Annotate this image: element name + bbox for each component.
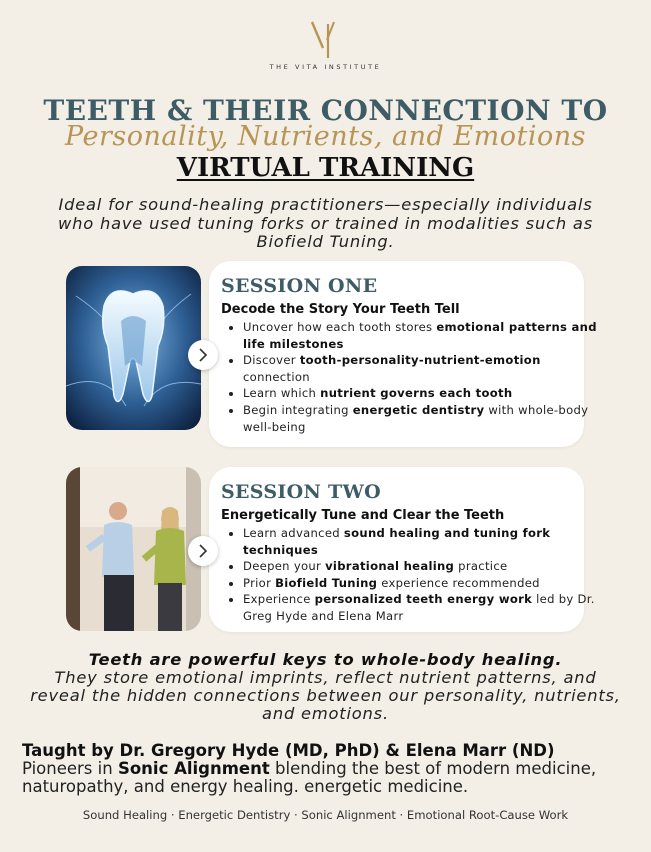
instructors xyxy=(22,742,632,796)
instructors-text-pre: Pioneers in xyxy=(22,759,118,778)
presenters-photo xyxy=(66,467,201,631)
list-item: • Learn which nutrient governs each tooth xyxy=(243,385,598,402)
logo xyxy=(0,18,651,71)
chevron-right-icon xyxy=(197,348,209,362)
session-label: SESSION ONE xyxy=(221,275,378,297)
next-arrow-button[interactable] xyxy=(188,536,218,566)
session-subtitle: Energetically Tune and Clear the Teeth xyxy=(221,508,505,523)
session-label: SESSION TWO xyxy=(221,481,381,503)
session-subtitle: Decode the Story Your Teeth Tell xyxy=(221,302,460,317)
session-one xyxy=(66,261,597,447)
session-bullets xyxy=(221,319,598,435)
list-item: • Uncover how each tooth stores emotional patterns and life milestones xyxy=(243,319,598,352)
tagline xyxy=(30,651,621,723)
session-two-card xyxy=(209,467,595,632)
list-item: • Experience personalized teeth energy work led by Dr. Greg Hyde and Elena Marr xyxy=(243,591,598,624)
instructors-highlight: Sonic Alignment xyxy=(117,759,270,778)
list-item: • Begin integrating energetic dentistry with whole-body well-being xyxy=(243,402,598,435)
session-bullets xyxy=(221,525,598,625)
session-two xyxy=(66,467,595,632)
instructors-heading: Taught by Dr. Gregory Hyde (MD, PhD) & Elena Marr (ND) xyxy=(22,741,555,760)
brand-name: THE VITA INSTITUTE xyxy=(269,63,382,71)
list-item: • Prior Biofield Tuning experience recommended xyxy=(243,575,598,592)
tooth-illustration xyxy=(66,266,201,430)
title-line-1: TEETH & THEIR CONNECTION TO xyxy=(43,94,608,127)
tagline-lead: Teeth are powerful keys to whole-body healing. xyxy=(88,650,563,669)
intro-text: Ideal for sound-healing practitioners—especially individuals who have used tuning forks or trained in modalities such as Biofield Tuning. xyxy=(57,195,593,251)
next-arrow-button[interactable] xyxy=(188,340,218,370)
presenters-illustration xyxy=(66,467,201,631)
tagline-body: They store emotional imprints, reflect nutrient patterns, and reveal the hidden connections between our personality, nutrients, and emotions. xyxy=(30,668,621,723)
list-item: • Learn advanced sound healing and tuning fork techniques xyxy=(243,525,598,558)
list-item: • Discover tooth-personality-nutrient-emotion connection xyxy=(243,352,598,385)
chevron-right-icon xyxy=(197,544,209,558)
instructors-text-post: blending the best of modern medicine, naturopathy, and energy healing. energetic medicine. xyxy=(22,759,597,796)
session-one-card xyxy=(209,261,597,447)
title-line-2: Personality, Nutrients, and Emotions xyxy=(65,121,586,152)
topic-tags: Sound Healing · Energetic Dentistry · Sonic Alignment · Emotional Root-Cause Work xyxy=(82,808,569,822)
title-line-3: VIRTUAL TRAINING xyxy=(176,153,475,183)
tooth-xray-image xyxy=(66,266,201,430)
vita-logo-icon xyxy=(306,18,346,62)
list-item: • Deepen your vibrational healing practice xyxy=(243,558,598,575)
